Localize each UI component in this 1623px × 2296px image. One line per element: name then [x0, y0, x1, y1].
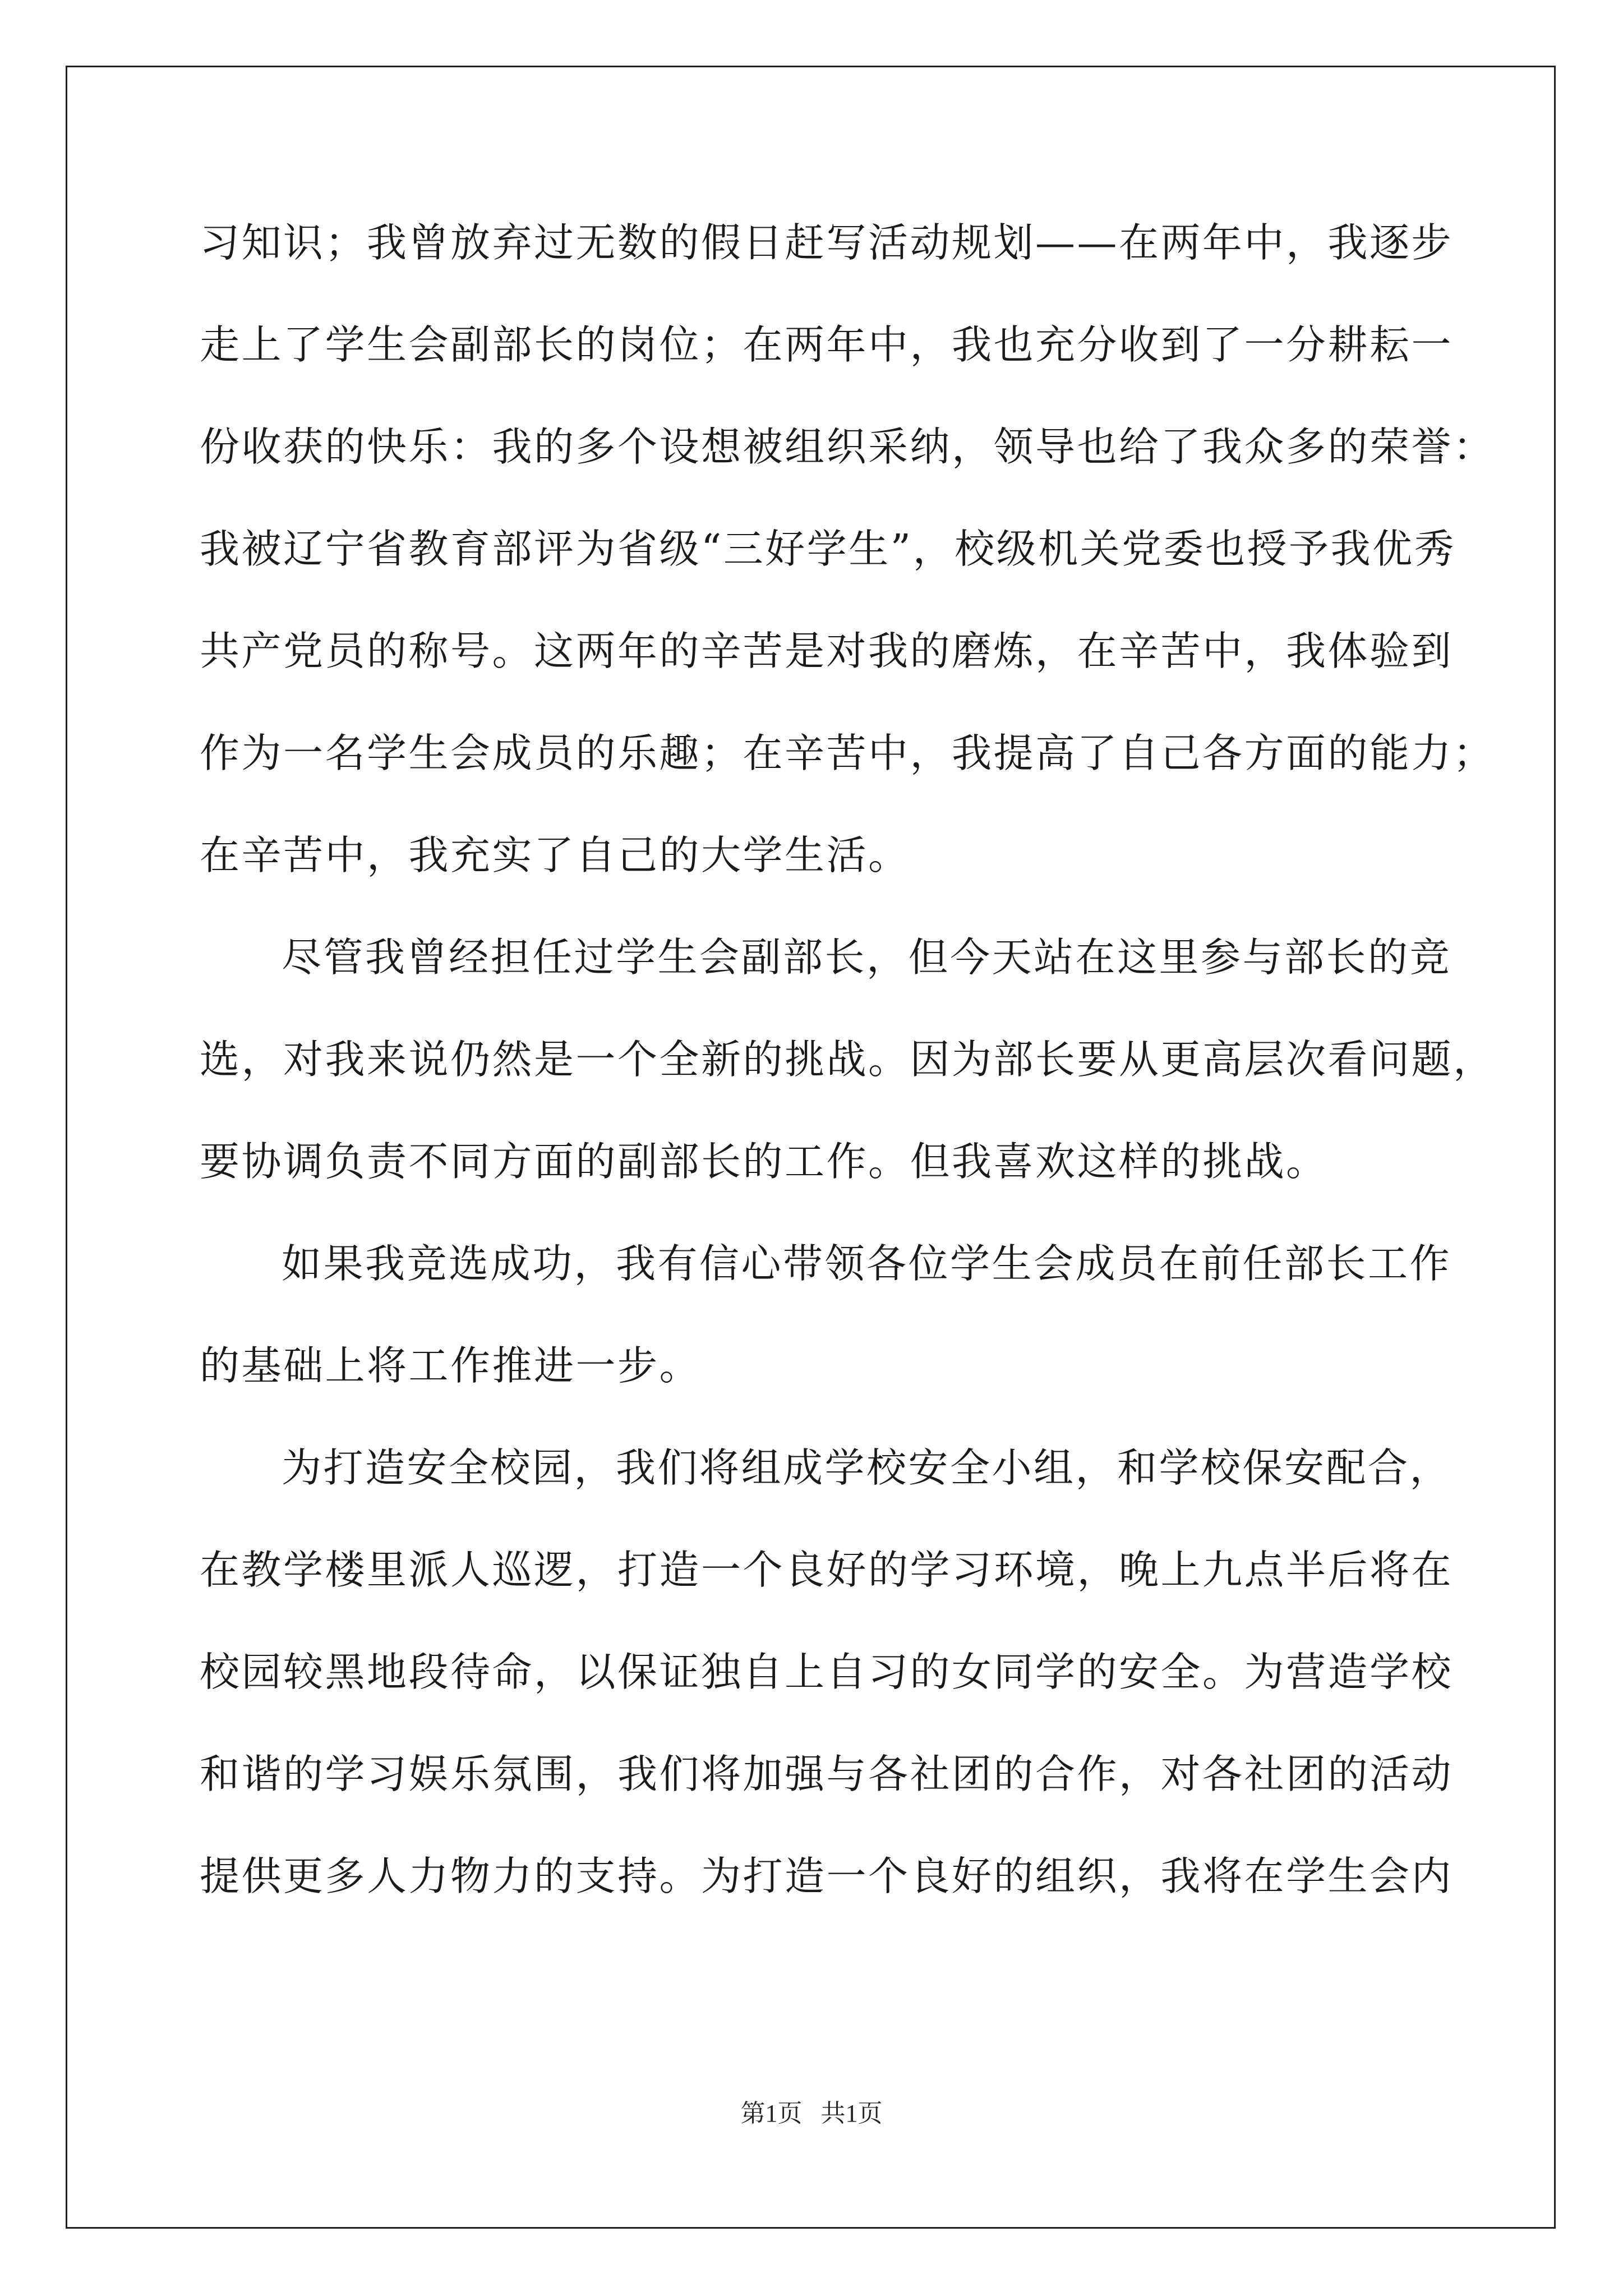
text-line: 校园较黑地段待命，以保证独自上自习的女同学的安全。为营造学校	[200, 1649, 1454, 1695]
text-line: 走上了学生会副部长的岗位；在两年中，我也充分收到了一分耕耘一	[200, 321, 1454, 368]
paragraph-first-line: 如果我竞选成功，我有信心带领各位学生会成员在前任部长工作	[282, 1240, 1452, 1287]
text-line: 选，对我来说仍然是一个全新的挑战。因为部长要从更高层次看问题，	[200, 1036, 1495, 1083]
document-body	[200, 215, 1495, 1950]
text-line: 习知识；我曾放弃过无数的假日赶写活动规划——在两年中，我逐步	[200, 219, 1454, 266]
paragraph-first-line: 为打造安全校园，我们将组成学校安全小组，和学校保安配合，	[282, 1444, 1452, 1491]
text-line: 在教学楼里派人巡逻，打造一个良好的学习环境，晚上九点半后将在	[200, 1547, 1454, 1593]
text-line: 我被辽宁省教育部评为省级“三好学生”，校级机关党委也授予我优秀	[200, 526, 1456, 572]
text-line: 的基础上将工作推进一步。	[200, 1342, 702, 1389]
text-line: 要协调负责不同方面的副部长的工作。但我喜欢这样的挑战。	[200, 1138, 1328, 1185]
text-line: 共产党员的称号。这两年的辛苦是对我的磨炼，在辛苦中，我体验到	[200, 628, 1454, 674]
text-line: 份收获的快乐：我的多个设想被组织采纳，领导也给了我众多的荣誉：	[200, 424, 1495, 470]
page-number-footer: 第1页 共1页	[740, 2100, 883, 2127]
text-line: 在辛苦中，我充实了自己的大学生活。	[200, 832, 910, 878]
text-line: 提供更多人力物力的支持。为打造一个良好的组织，我将在学生会内	[200, 1853, 1454, 1899]
text-line: 和谐的学习娱乐氛围，我们将加强与各社团的合作，对各社团的活动	[200, 1751, 1454, 1797]
paragraph-first-line: 尽管我曾经担任过学生会副部长，但今天站在这里参与部长的竞	[282, 934, 1452, 981]
text-line: 作为一名学生会成员的乐趣；在辛苦中，我提高了自己各方面的能力；	[200, 730, 1495, 776]
